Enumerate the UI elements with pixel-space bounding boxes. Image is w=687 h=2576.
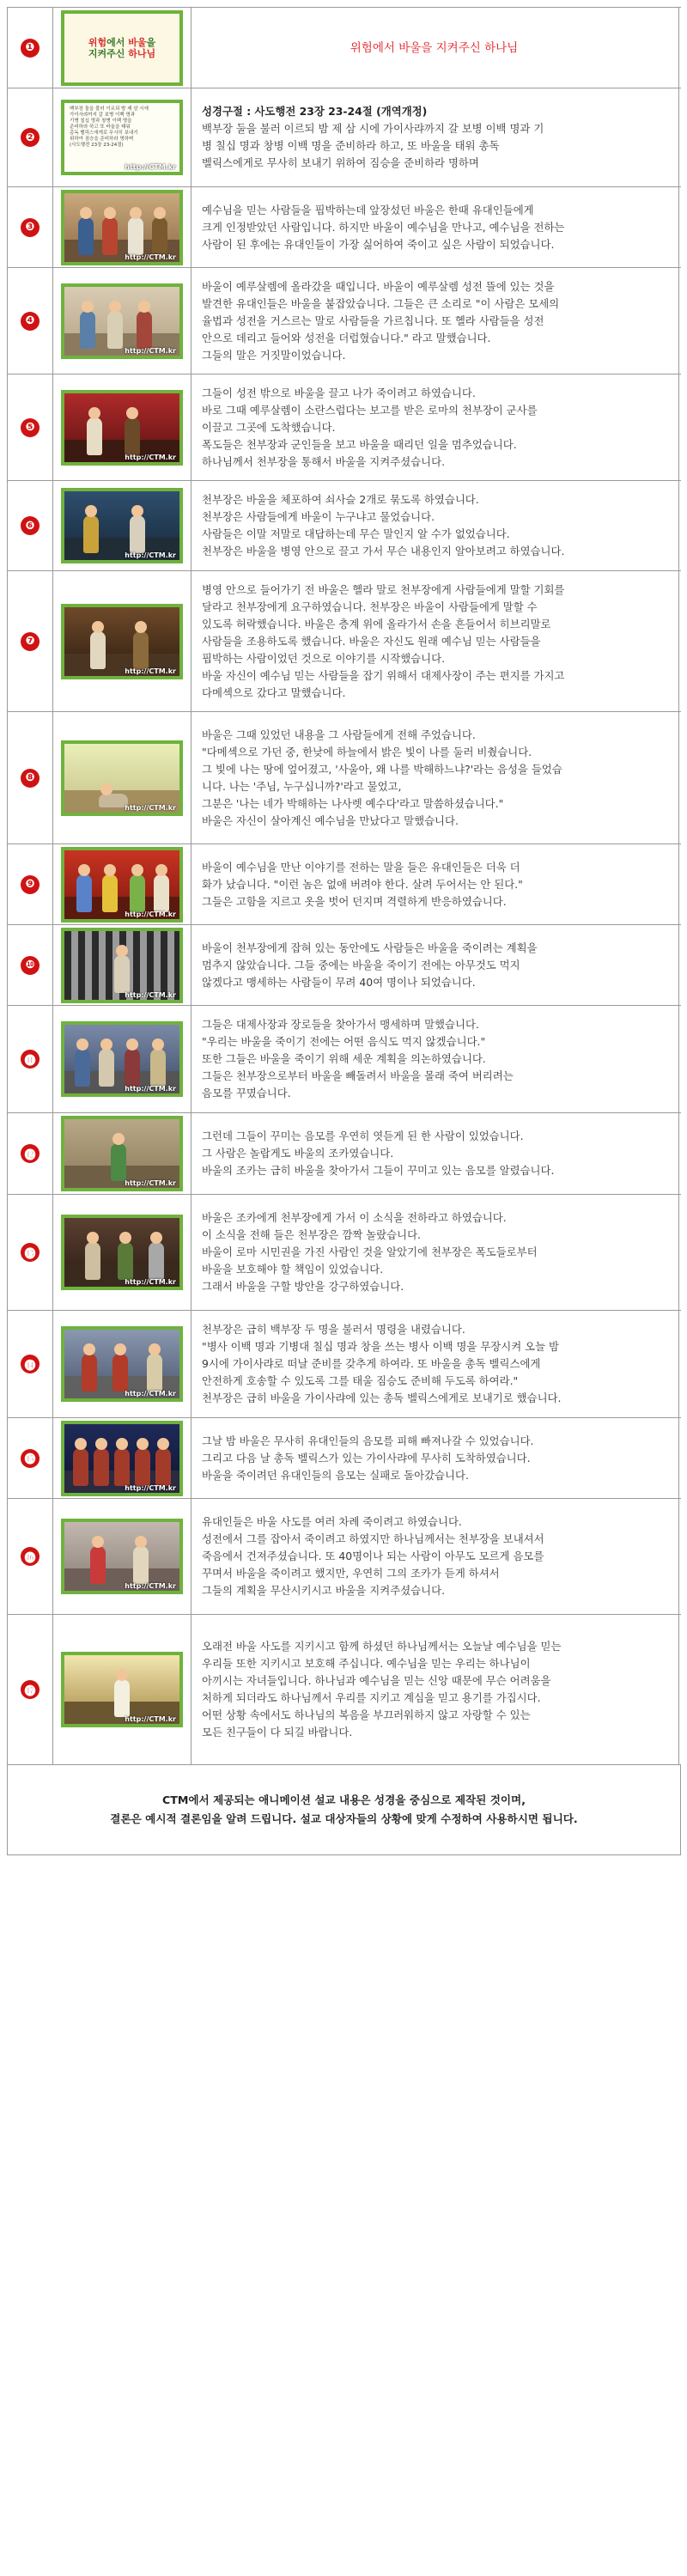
scene-illustration <box>61 847 183 923</box>
content-row: ❼ http://CTM.kr 병영 안으로 들어가기 전 바울은 헬라 말로 천부장에게 사람들에게 말할 기회를 달라고 천부장에게 요구하였습니다. 천부장은 바울이 사람들에게 말할 수 있도록 허락했습니다. 바울은 층계 위에 올라가서 손을 흔들어서 히브리말로 사람들을 조용하도록 했습니다. 바울은 자신도 원래 예수님 믿는 사람들을 핍박하는 사람이었던 것으로 이야기를 시작했습니다. 바울 자신이 예수님 믿는 사람들을 잡기 위해서 대제사장이 주는 편지를 가지고 다메섹으로 갔다고 말했습니다. <box>8 571 681 712</box>
row-number: ❻ <box>21 516 40 535</box>
scene-illustration <box>61 1021 183 1097</box>
scene-illustration <box>61 390 183 466</box>
content-row: ❽ http://CTM.kr 바울은 그때 있었던 내용을 그 사람들에게 전해 주었습니다. "다메섹으로 가던 중, 한낮에 하늘에서 밝은 빛이 나를 둘러 비췄습니다. 그 빛에 나는 땅에 엎어졌고, '사울아, 왜 나를 박해하느냐?'라는 음성을 들었습 니다. 나는 '주님, 누구십니까?'라고 물었고, 그분은 '나는 네가 박해하는 나사렛 예수다'라고 말씀하셨습니다." 바울은 자신이 살아계신 예수님을 만났다고 말했습니다. <box>8 712 681 844</box>
title-poster-image: 위험에서 바울을 지켜주신 하나님 <box>61 10 183 86</box>
row-number: ❿ <box>21 956 40 975</box>
row-number: ❽ <box>21 769 40 788</box>
watermark: http://CTM.kr <box>125 1390 176 1398</box>
watermark: http://CTM.kr <box>125 1179 176 1187</box>
lesson-table <box>7 7 681 1855</box>
scene-illustration <box>61 1116 183 1191</box>
row-number: ❾ <box>21 875 40 894</box>
scene-illustration <box>61 928 183 1003</box>
content-row: ❷ 백부장 둘을 불러 이르되 밤 제 삼 시에 가이사랴까지 갈 보병 이백 명과 기병 칠십 명과 창병 이백 명을 준비하라 하고 또 바울을 태워 총독 벨릭스에게로 무사히 보내기 위하여 짐승을 준비하라 명하며 (사도행전 23장 23-24절) http://CTM.kr 성경구절 : 사도행전 23장 23-24절 (개역개정) 백부장 둘을 불러 이르되 밤 제 삼 시에 가이사랴까지 갈 보병 이백 명과 기 병 칠십 명과 창병 이백 명을 준비하라 하고, 또 바울을 태워 총독 벨릭스에게로 무사히 보내기 위하여 짐승을 준비하라 명하며 <box>8 88 681 187</box>
row-number: ⓰ <box>21 1547 40 1566</box>
title-row <box>8 8 681 88</box>
row-number: ❺ <box>21 418 40 437</box>
row-number: ⓬ <box>21 1144 40 1163</box>
scene-illustration <box>61 1326 183 1402</box>
content-row: ⓮ http://CTM.kr 천부장은 급히 백부장 두 명을 불러서 명령을 내렸습니다. "병사 이백 명과 기병대 칠십 명과 창을 쓰는 병사 이백 명을 무장시켜 오늘 밤 9시에 가이사랴로 떠날 준비를 갖추게 하여라. 또 바울을 총독 벨릭스에게 안전하게 호송할 수 있도록 그를 태울 짐승도 준비해 두도록 하여라." 천부장은 급히 바울을 가이사랴에 있는 총독 벨릭스에게로 보내기로 했습니다. <box>8 1311 681 1418</box>
content-row: ⓫ http://CTM.kr 그들은 대제사장과 장로들을 찾아가서 맹세하며 말했습니다. "우리는 바울을 죽이기 전에는 어떤 음식도 먹지 않겠습니다." 또한 그들은 바울을 죽이기 위해 세운 계획을 의논하였습니다. 그들은 천부장으로부터 바울을 빼돌려서 바울을 몰래 죽여 버리려는 음모를 꾸몄습니다. <box>8 1006 681 1113</box>
footer-line: 결론은 예시적 결론임을 알려 드립니다. 설교 대상자들의 상황에 맞게 수정하여 사용하시면 됩니다. <box>110 1812 578 1825</box>
watermark: http://CTM.kr <box>125 990 176 999</box>
scene-illustration <box>61 283 183 359</box>
content-row: ⓱ http://CTM.kr 오래전 바울 사도를 지키시고 함께 하셨던 하나님께서는 오늘날 예수님을 믿는 우리들 또한 지키시고 보호해 주십니다. 예수님을 믿는 우리는 하나님이 아끼시는 자녀들입니다. 하나님과 예수님을 믿는 신앙 때문에 무슨 어려움을 처하게 되더라도 하나님께서 우리를 지키고 계심을 믿고 용기를 가집시다. 어떤 상황 속에서도 하나님의 복음을 부끄러워하지 않고 자랑할 수 있는 모든 친구들이 다 되길 바랍니다. <box>8 1615 681 1765</box>
row-number: ❶ <box>21 39 40 58</box>
row-number-cell <box>8 8 53 88</box>
footer-note <box>8 1765 681 1855</box>
row-number: ❷ <box>21 128 40 147</box>
watermark: http://CTM.kr <box>125 803 176 812</box>
row-number: ❸ <box>21 218 40 237</box>
watermark: http://CTM.kr <box>125 346 176 355</box>
watermark: http://CTM.kr <box>125 1278 176 1286</box>
content-row: ⓬ http://CTM.kr 그런데 그들이 꾸미는 음모를 우연히 엿듣게 된 한 사람이 있었습니다. 그 사람은 놀랍게도 바울의 조카였습니다. 바울의 조카는 급히 바울을 찾아가서 그들이 꾸미고 있는 음모를 알렸습니다. <box>8 1113 681 1195</box>
row-number: ⓫ <box>21 1050 40 1069</box>
watermark: http://CTM.kr <box>125 163 176 171</box>
content-row: ❾ http://CTM.kr 바울이 예수님을 만난 이야기를 전하는 말을 들은 유대인들은 더욱 더 화가 났습니다. "이런 놈은 없애 버려야 한다. 살려 두어서는 안 된다." 그들은 고함을 지르고 옷을 벗어 던지며 격렬하게 반응하였습니다. <box>8 844 681 925</box>
content-row: ⓰ http://CTM.kr 유대인들은 바울 사도를 여러 차례 죽이려고 하였습니다. 성전에서 그를 잡아서 죽이려고 하였지만 하나님께서는 천부장을 보내셔서 죽음에서 건져주셨습니다. 또 40명이나 되는 사람이 아무도 모르게 음모를 꾸며서 바울을 죽이려고 했지만, 우연히 그의 조카가 듣게 하셔서 그들의 계획을 무산시키시고 바울을 지켜주셨습니다. <box>8 1499 681 1615</box>
footer-line: CTM에서 제공되는 애니메이션 설교 내용은 성경을 중심으로 제작된 것이며, <box>161 1793 526 1806</box>
verse-card-image: 백부장 둘을 불러 이르되 밤 제 삼 시에 가이사랴까지 갈 보병 이백 명과 기병 칠십 명과 창병 이백 명을 준비하라 하고 또 바울을 태워 총독 벨릭스에게로 무사히 보내기 위하여 짐승을 준비하라 명하며 (사도행전 23장 23-24절) http://CTM.kr <box>61 100 183 175</box>
watermark: http://CTM.kr <box>125 1483 176 1492</box>
scene-illustration <box>61 1652 183 1727</box>
content-row: ❸ http://CTM.kr 예수님을 믿는 사람들을 핍박하는데 앞장섰던 바울은 한때 유대인들에게 크게 인정받았던 사람입니다. 하지만 바울이 예수님을 만나고, 예수님을 전하는 사람이 된 후에는 유대인들이 가장 싫어하여 죽이고 싶은 사람이 되었습니다. <box>8 187 681 268</box>
scene-illustration <box>61 488 183 563</box>
row-number: ⓱ <box>21 1680 40 1699</box>
watermark: http://CTM.kr <box>125 453 176 461</box>
row-number: ❹ <box>21 312 40 331</box>
row-number: ⓯ <box>21 1449 40 1468</box>
row-number: ⓮ <box>21 1355 40 1373</box>
scene-illustration <box>61 604 183 679</box>
thumbnail-cell <box>53 8 192 88</box>
watermark: http://CTM.kr <box>125 551 176 559</box>
scene-illustration <box>61 740 183 816</box>
verse-heading: 성경구절 : 사도행전 23장 23-24절 (개역개정) <box>202 105 428 118</box>
content-row: ❿ http://CTM.kr 바울이 천부장에게 잡혀 있는 동안에도 사람들은 바울을 죽이려는 계획을 멈추지 않았습니다. 그들 중에는 바울을 죽이기 전에는 아무것도 먹지 않겠다고 맹세하는 사람들이 무려 40여 명이나 되었습니다. <box>8 925 681 1006</box>
watermark: http://CTM.kr <box>125 667 176 675</box>
scene-illustration <box>61 190 183 265</box>
scene-illustration <box>61 1519 183 1594</box>
row-number: ❼ <box>21 632 40 651</box>
title-text-cell <box>192 8 679 88</box>
page-title: 위험에서 바울을 지켜주신 하나님 <box>350 40 519 55</box>
watermark: http://CTM.kr <box>125 253 176 261</box>
watermark: http://CTM.kr <box>125 910 176 918</box>
watermark: http://CTM.kr <box>125 1582 176 1590</box>
content-row: ❹ http://CTM.kr 바울이 예루살렘에 올라갔을 때입니다. 바울이 예루살렘 성전 뜰에 있는 것을 발견한 유대인들은 바울을 붙잡았습니다. 그들은 큰 소리로 "이 사람은 모세의 율법과 성전을 거스르는 말로 사람들을 가르칩니다. 또 헬라 사람들을 성전 안으로 데리고 들어와 성전을 더럽혔습니다." 라고 말했습니다. 그들의 말은 거짓말이었습니다. <box>8 268 681 375</box>
watermark: http://CTM.kr <box>125 1085 176 1093</box>
watermark: http://CTM.kr <box>125 1715 176 1723</box>
scene-illustration <box>61 1421 183 1496</box>
row-number: ⓭ <box>21 1243 40 1262</box>
content-row: ❻ http://CTM.kr 천부장은 바울을 체포하여 쇠사슬 2개로 묶도록 하였습니다. 천부장은 사람들에게 바울이 누구냐고 물었습니다. 사람들은 이말 저말로 대답하는데 무슨 말인지 알 수가 없었습니다. 천부장은 바울을 병영 안으로 끌고 가서 무슨 내용인지 알아보려고 하였습니다. <box>8 481 681 571</box>
content-row: ⓯ http://CTM.kr 그날 밤 바울은 무사히 유대인들의 음모를 피해 빠져나갈 수 있었습니다. 그리고 다음 날 총독 벨릭스가 있는 가이사랴에 무사히 도착하였습니다. 바울을 죽이려던 유대인들의 음모는 실패로 돌아갔습니다. <box>8 1418 681 1499</box>
scene-illustration <box>61 1215 183 1290</box>
content-row: ❺ http://CTM.kr 그들이 성전 밖으로 바울을 끌고 나가 죽이려고 하였습니다. 바로 그때 예루살렘이 소란스럽다는 보고를 받은 로마의 천부장이 군사를 이끌고 그곳에 도착했습니다. 폭도들은 천부장과 군인들을 보고 바울을 때리던 일을 멈추었습니다. 하나님께서 천부장을 통해서 바울을 지켜주셨습니다. <box>8 375 681 481</box>
content-row: ⓭ http://CTM.kr 바울은 조카에게 천부장에게 가서 이 소식을 전하라고 하였습니다. 이 소식을 전해 들은 천부장은 깜짝 놀랐습니다. 바울이 로마 시민권을 가진 사람인 것을 알았기에 천부장은 폭도들로부터 바울을 보호해야 할 책임이 있었습니다. 그래서 바울을 구할 방안을 강구하였습니다. <box>8 1195 681 1311</box>
